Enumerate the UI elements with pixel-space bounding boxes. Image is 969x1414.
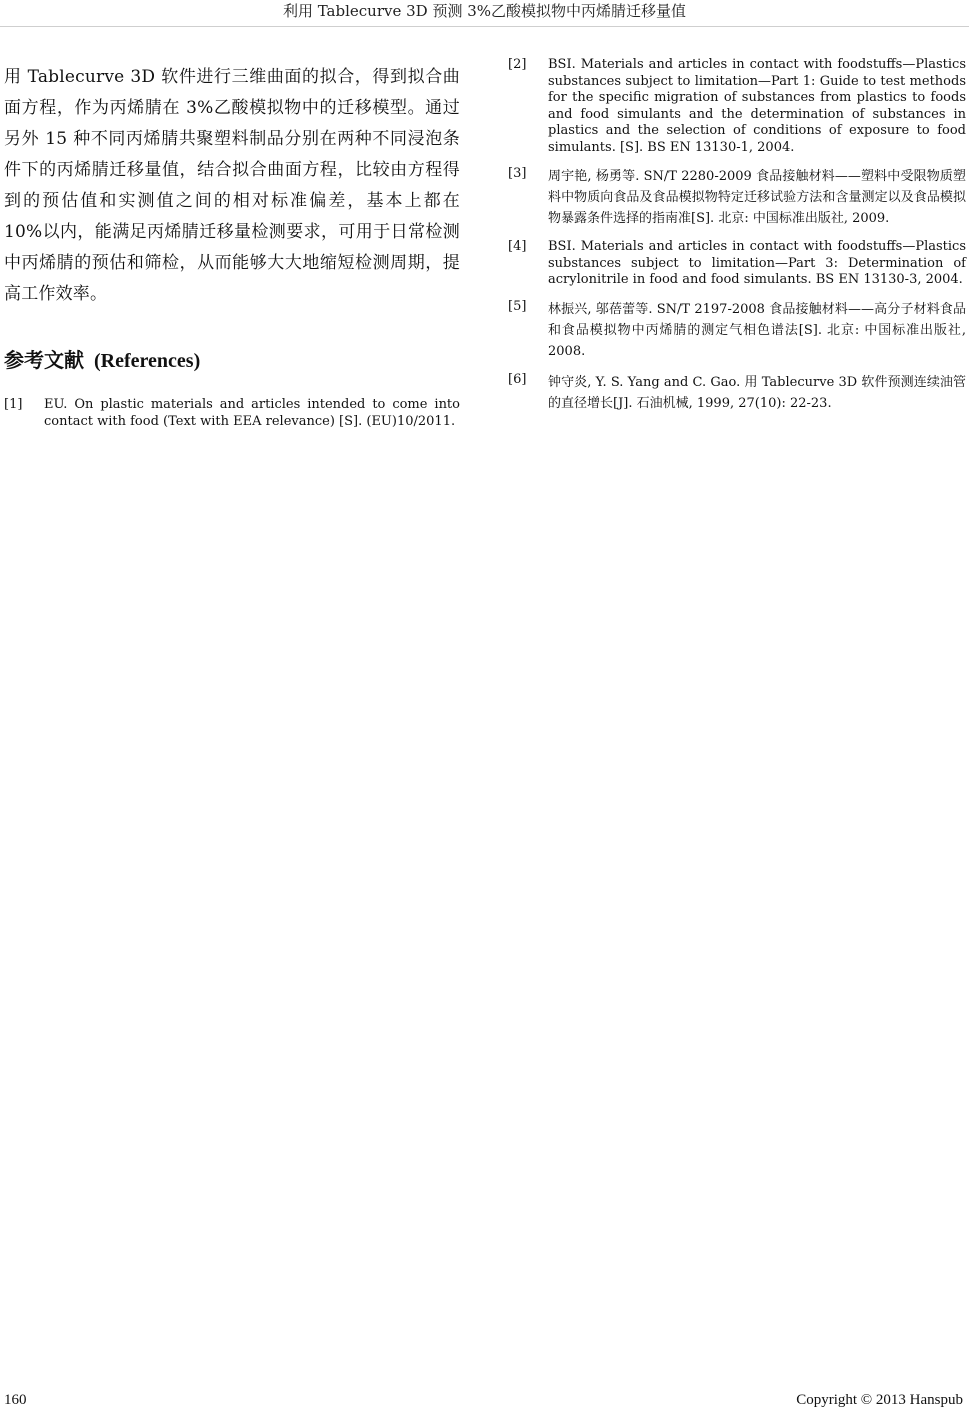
reference-number: [4] bbox=[508, 239, 527, 254]
reference-text: 林振兴, 邬蓓蕾等. SN/T 2197-2008 食品接触材料——高分子材料食品和食品模拟物中丙烯腈的测定气相色谱法[S]. 北京: 中国标准出版社, 2008. bbox=[548, 301, 966, 359]
reference-text: 周宇艳, 杨勇等. SN/T 2280-2009 食品接触材料——塑料中受限物质塑料中物质向食品及食品模拟物特定迁移试验方法和含量测定以及食品模拟物暴露条件选择的指南准[S]. 北京: 中国标准出版社, 2009. bbox=[548, 169, 966, 226]
body-paragraph: 用 Tablecurve 3D 软件进行三维曲面的拟合，得到拟合曲面方程，作为丙烯腈在 3%乙酸模拟物中的迁移模型。通过另外 15 种不同丙烯腈共聚塑料制品分别在两种不同浸泡条件下的丙烯腈迁移量值，结合拟合曲面方程，比较由方程得到的预估值和实测值之间的相对标准偏差，基本上都在 10%以内，能满足丙烯腈迁移量检测要求，可用于日常检测中丙烯腈的预估和筛检，从而能够大大地缩短检测周期，提高工作效率。 bbox=[4, 67, 460, 304]
reference-item bbox=[508, 372, 966, 414]
reference-text: BSI. Materials and articles in contact with foodstuffs—Plastics substances subject to limitation—Part 1: Guide to test methods for the specific migration of substances from plastics to foods and food simulants and the determination of substances in plastics and the selection of conditions of exposure to food simulants. [S]. BS EN 13130-1, 2004. bbox=[548, 57, 966, 155]
references-heading-cn: 参考文献 bbox=[4, 348, 84, 372]
reference-item bbox=[4, 397, 460, 430]
reference-number: [6] bbox=[508, 371, 527, 387]
references-heading-en: (References) bbox=[94, 350, 201, 372]
reference-text: 钟守炎, Y. S. Yang and C. Gao. 用 Tablecurve 3D 软件预测连续油管的直径增长[J]. 石油机械, 1999, 27(10): 22-23. bbox=[548, 374, 966, 411]
running-title: 利用 Tablecurve 3D 预测 3%乙酸模拟物中丙烯腈迁移量值 bbox=[0, 0, 969, 27]
reference-text: BSI. Materials and articles in contact with foodstuffs—Plastics substances subject to limitation—Part 3: Determination of acrylonitrile in food and food simulants. BS EN 13130-3, 2004. bbox=[548, 239, 966, 287]
right-column bbox=[508, 57, 966, 424]
copyright-notice: Copyright © 2013 Hanspub bbox=[796, 1392, 963, 1408]
reference-text: EU. On plastic materials and articles intended to come into contact with food (Text with EEA relevance) [S]. (EU)10/2011. bbox=[44, 397, 460, 429]
reference-number: [2] bbox=[508, 57, 527, 72]
references-heading bbox=[4, 346, 460, 375]
reference-number: [5] bbox=[508, 298, 527, 314]
reference-number: [1] bbox=[4, 397, 23, 412]
left-column bbox=[4, 62, 460, 440]
reference-number: [3] bbox=[508, 166, 527, 181]
reference-item bbox=[508, 239, 966, 289]
reference-item bbox=[508, 57, 966, 156]
page-number: 160 bbox=[4, 1392, 27, 1408]
reference-item bbox=[508, 166, 966, 229]
reference-item bbox=[508, 299, 966, 362]
